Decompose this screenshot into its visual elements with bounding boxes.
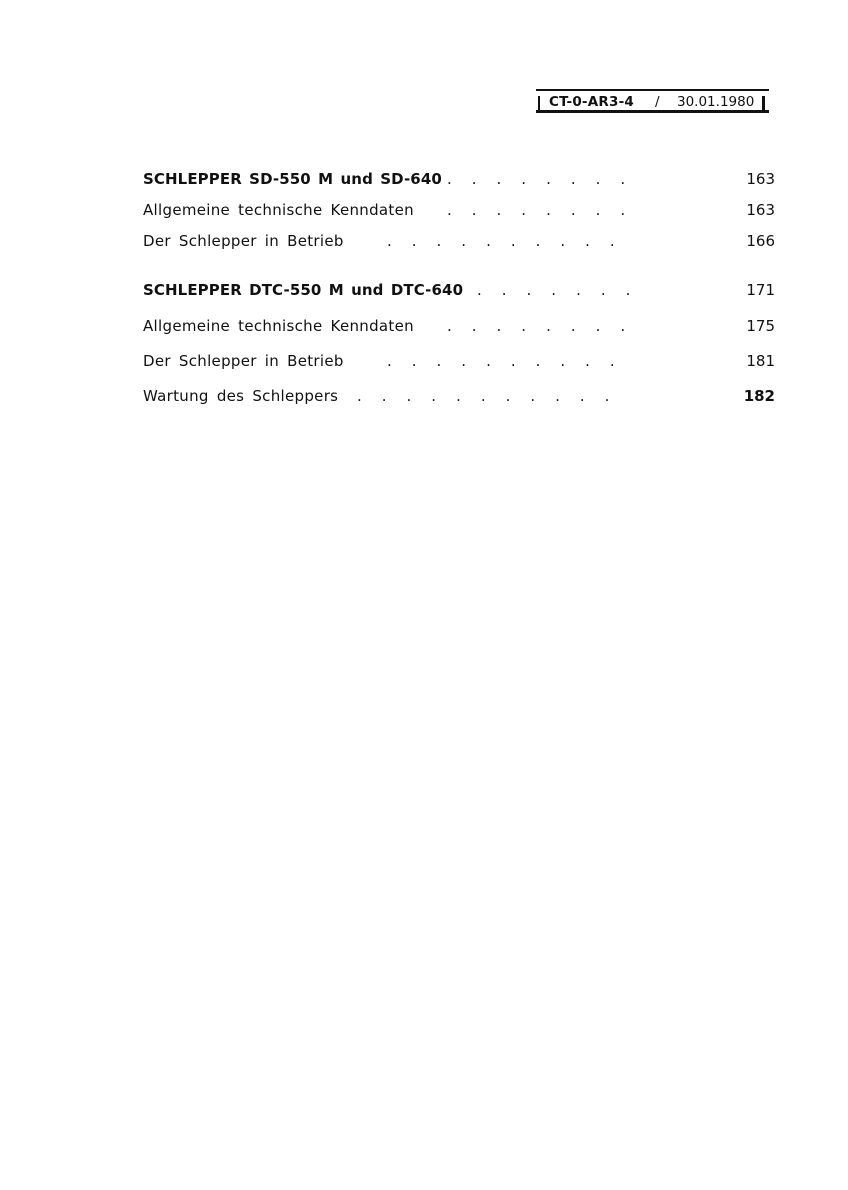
toc-entry-page: 181 bbox=[746, 352, 775, 370]
toc-entry[interactable] bbox=[143, 230, 775, 252]
toc-entry-page: 175 bbox=[746, 317, 775, 335]
toc-entry-leader: ........... bbox=[357, 387, 630, 405]
toc-entry-leader: .......... bbox=[387, 352, 635, 370]
toc-entry-page: 163 bbox=[746, 170, 775, 188]
toc-entry[interactable] bbox=[143, 350, 775, 372]
toc-entry-leader: ........ bbox=[447, 170, 646, 188]
toc-entry-section[interactable] bbox=[143, 168, 775, 190]
toc-entry-leader: ........ bbox=[447, 201, 646, 219]
toc-entry-title: SCHLEPPER SD-550 M und SD-640 bbox=[143, 170, 442, 188]
toc-entry[interactable] bbox=[143, 199, 775, 221]
document-code: CT-0-AR3-4 bbox=[549, 94, 634, 110]
toc-entry-leader: .......... bbox=[387, 232, 635, 250]
toc-entry-title: Allgemeine technische Kenndaten bbox=[143, 201, 414, 219]
toc-entry-page: 166 bbox=[746, 232, 775, 250]
toc-entry-leader: ....... bbox=[477, 281, 651, 299]
toc-entry-page: 171 bbox=[746, 281, 775, 299]
toc-entry-leader: ........ bbox=[447, 317, 646, 335]
document-date: 30.01.1980 bbox=[677, 94, 755, 110]
toc-entry-title: SCHLEPPER DTC-550 M und DTC-640 bbox=[143, 281, 464, 299]
header-separator: / bbox=[655, 94, 660, 110]
toc-entry-page: 182 bbox=[743, 387, 775, 405]
toc-entry-page: 163 bbox=[746, 201, 775, 219]
toc-entry[interactable] bbox=[143, 385, 775, 407]
toc-entry-title: Der Schlepper in Betrieb bbox=[143, 352, 344, 370]
toc-entry-title: Allgemeine technische Kenndaten bbox=[143, 317, 414, 335]
toc-entry-section[interactable] bbox=[143, 279, 775, 301]
toc-entry[interactable] bbox=[143, 315, 775, 337]
toc-entry-title: Der Schlepper in Betrieb bbox=[143, 232, 344, 250]
toc-entry-title: Wartung des Schleppers bbox=[143, 387, 339, 405]
